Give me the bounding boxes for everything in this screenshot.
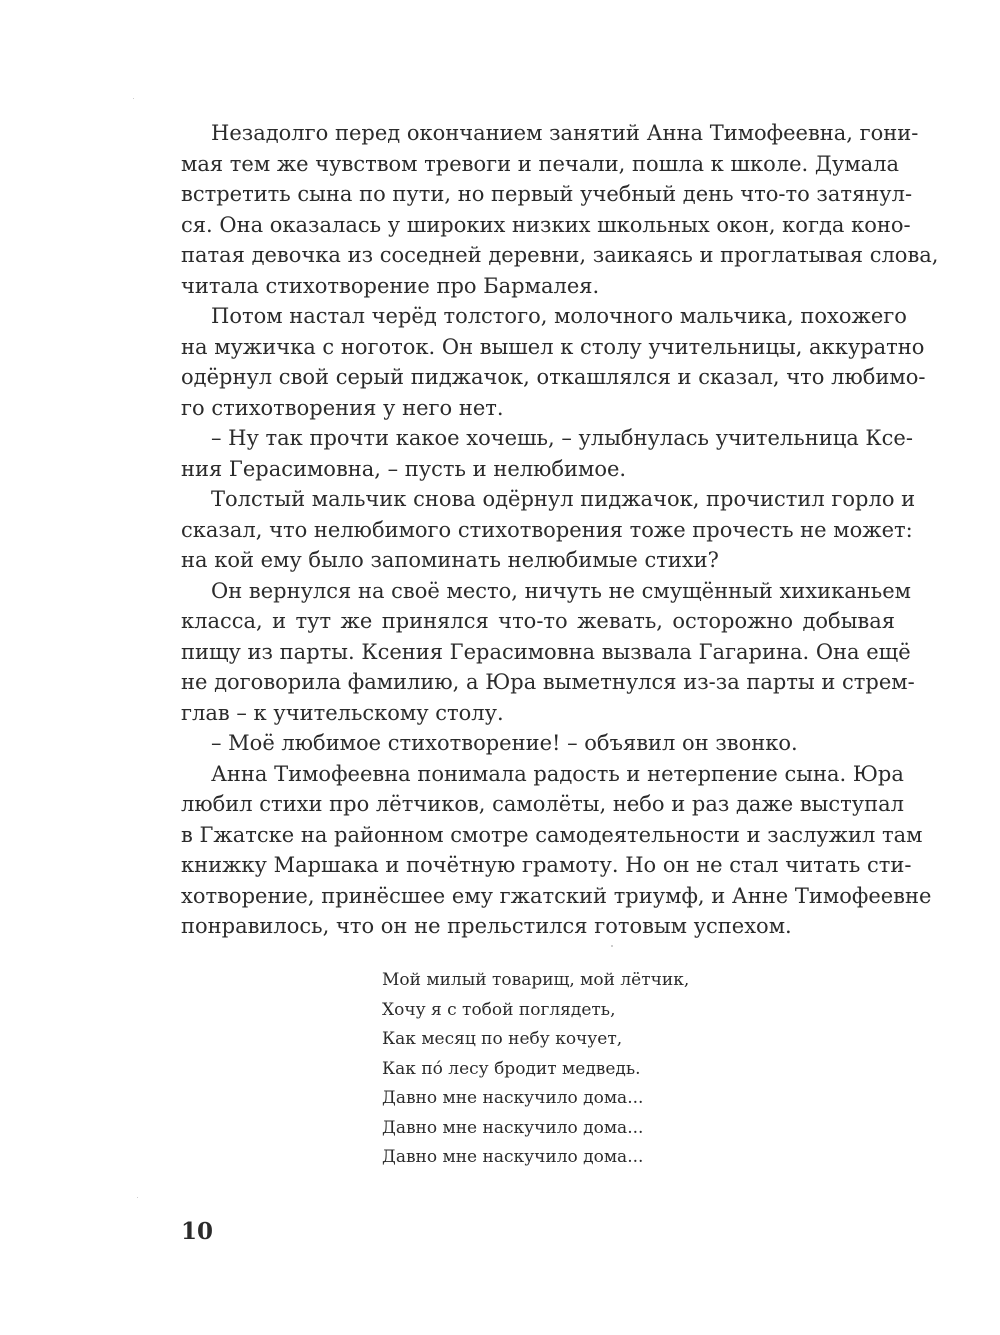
- paragraph: [181, 423, 913, 484]
- body-text: [181, 118, 939, 942]
- text-line: не договорила фамилию, а Юра выметнулся из-за парты и стрем-: [181, 670, 915, 694]
- text-line: Незадолго перед окончанием занятий Анна Тимофеевна, гони-: [211, 121, 919, 145]
- text-line: Он вернулся на своё место, ничуть не смущённый хихиканьем: [211, 578, 911, 603]
- paragraph: [181, 759, 932, 942]
- text-line: ся. Она оказалась у широких низких школьных окон, когда коно-: [181, 212, 911, 237]
- print-speck: [137, 1197, 138, 1198]
- paragraph: [181, 301, 926, 423]
- poem-line: Хочу я с тобой поглядеть,: [382, 999, 616, 1020]
- text-line: – Моё любимое стихотворение! – объявил он звонко.: [211, 731, 798, 755]
- text-line: – Ну так прочти какое хочешь, – улыбнулась учительница Ксе-: [211, 426, 913, 450]
- text-line: мая тем же чувством тревоги и печали, пошла к школе. Думала: [181, 151, 900, 176]
- poem-line: Давно мне наскучило дома...: [382, 1117, 644, 1138]
- text-line: на мужичка с ноготок. Он вышел к столу учительницы, аккуратно: [181, 334, 925, 359]
- text-line: книжку Маршака и почётную грамоту. Но он не стал читать сти-: [181, 853, 912, 877]
- paragraph: [181, 728, 895, 759]
- text-line: любил стихи про лётчиков, самолёты, небо и раз даже выступал: [181, 792, 904, 816]
- poem-line: Как месяц по небу кочует,: [382, 1029, 623, 1049]
- print-speck: [611, 945, 613, 947]
- paragraph: [181, 484, 916, 576]
- text-line: Анна Тимофеевна понимала радость и нетерпение сына. Юра: [211, 761, 904, 786]
- text-line: одёрнул свой серый пиджачок, откашлялся и сказал, что любимо-: [181, 365, 926, 389]
- poem-line: Давно мне наскучило дома...: [382, 1088, 644, 1108]
- paragraph: [181, 118, 939, 301]
- text-line: понравилось, что он не прельстился готовым успехом.: [181, 914, 792, 938]
- text-line: Толстый мальчик снова одёрнул пиджачок, прочистил горло и: [211, 487, 916, 511]
- paragraph: [181, 576, 915, 729]
- text-line: ния Герасимовна, – пусть и нелюбимое.: [181, 456, 627, 481]
- text-line: Потом настал черёд толстого, молочного мальчика, похожего: [211, 304, 907, 328]
- text-line: на кой ему было запоминать нелюбимые стихи?: [181, 548, 719, 572]
- poem-line: Как по́ лесу бродит медведь.: [382, 1058, 641, 1079]
- text-line: читала стихотворение про Бармалея.: [181, 273, 600, 298]
- text-line: сказал, что нелюбимого стихотворения тоже прочесть не может:: [181, 517, 913, 542]
- text-line: патая девочка из соседней деревни, заикаясь и проглатывая слова,: [181, 243, 939, 267]
- poem-line: Мой милый товарищ, мой лётчик,: [382, 970, 690, 990]
- print-speck: [133, 98, 134, 99]
- text-line: класса, и тут же принялся что-то жевать, осторожно добывая: [181, 609, 895, 633]
- text-line: пищу из парты. Ксения Герасимовна вызвала Гагарина. Она ещё: [181, 639, 911, 664]
- poem: [382, 966, 762, 1173]
- text-line: глав – к учительскому столу.: [181, 700, 504, 725]
- poem-line: Давно мне наскучило дома...: [382, 1147, 644, 1167]
- text-line: хотворение, принёсшее ему гжатский триумф, и Анне Тимофеевне: [181, 883, 932, 908]
- text-line: го стихотворения у него нет.: [181, 395, 504, 420]
- page-number: 10: [181, 1218, 214, 1245]
- text-line: в Гжатске на районном смотре самодеятельности и заслужил там: [181, 822, 923, 847]
- text-line: встретить сына по пути, но первый учебный день что-то затянул-: [181, 182, 913, 206]
